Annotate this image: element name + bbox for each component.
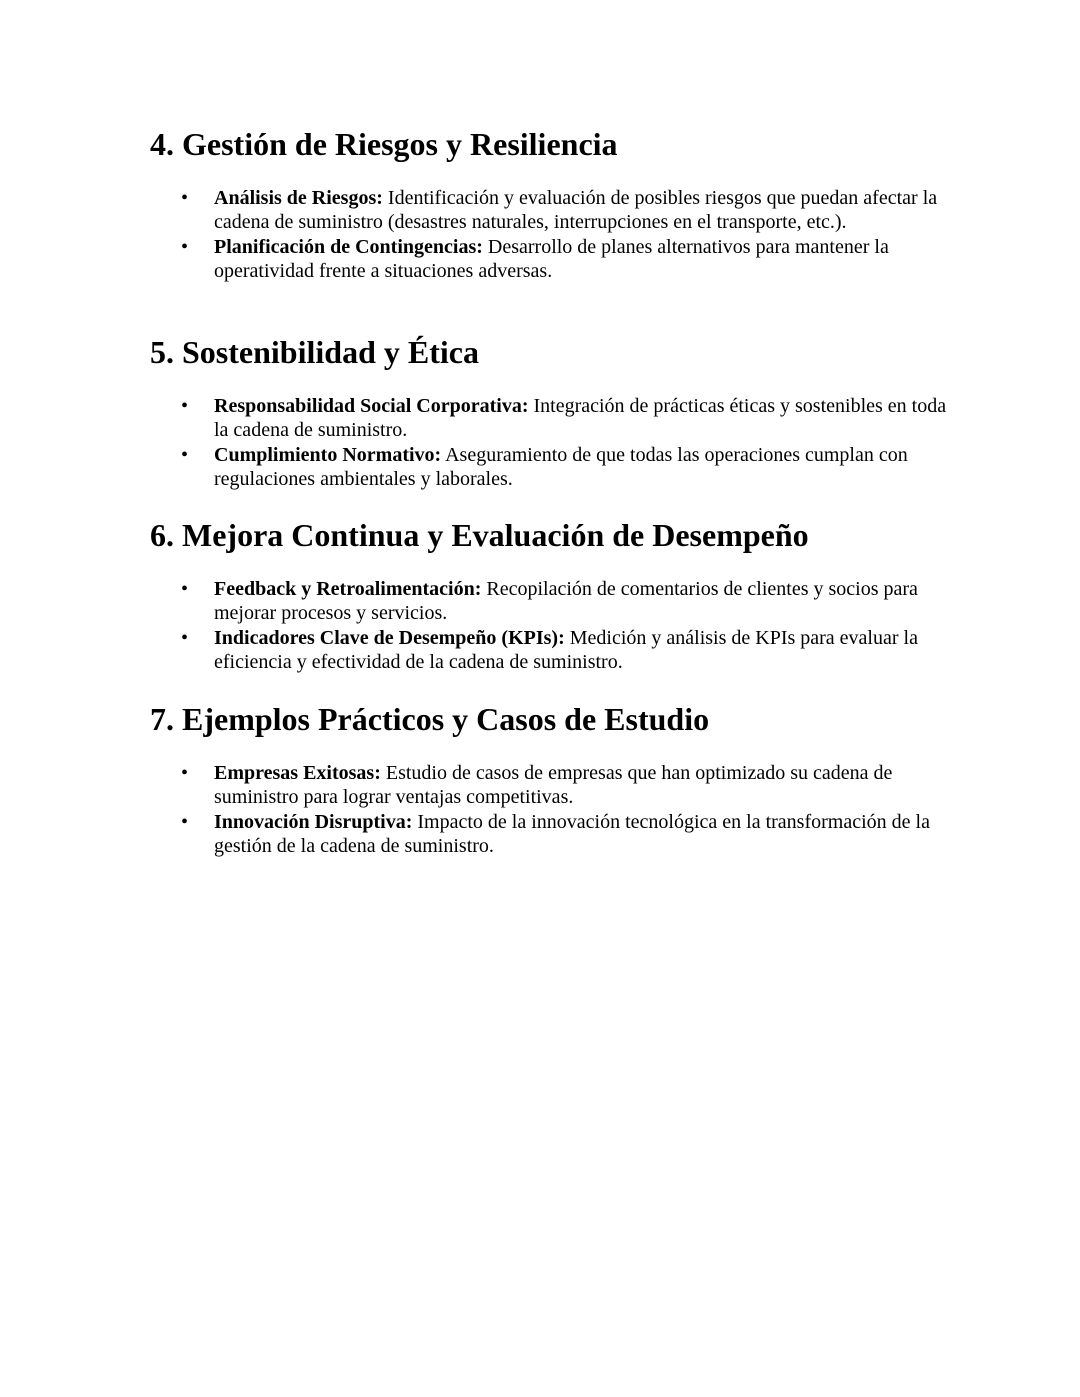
item-term: Empresas Exitosas: — [214, 762, 381, 784]
item-term: Responsabilidad Social Corporativa: — [214, 395, 529, 417]
bullet-icon: • — [181, 235, 189, 258]
item-text: Medición y análisis de KPIs para evaluar la eficiencia y efectividad de la cadena de suministro. — [214, 626, 918, 674]
bullet-icon: • — [181, 626, 189, 649]
section-continuous-improvement — [150, 515, 950, 675]
list-item — [150, 394, 950, 443]
bullet-icon: • — [181, 443, 189, 466]
section-heading: 4. Gestión de Riesgos y Resiliencia — [150, 126, 618, 162]
item-text: Integración de prácticas éticas y sostenibles en toda la cadena de suministro. — [214, 395, 947, 442]
bullet-list — [150, 186, 950, 284]
item-term: Análisis de Riesgos: — [214, 187, 383, 209]
item-text: Estudio de casos de empresas que han optimizado su cadena de suministro para lograr ventajas competitivas. — [214, 762, 893, 809]
item-text: Desarrollo de planes alternativos para mantener la operatividad frente a situaciones adversas. — [214, 235, 889, 283]
section-heading: 7. Ejemplos Prácticos y Casos de Estudio — [150, 701, 710, 737]
item-term: Feedback y Retroalimentación: — [214, 578, 482, 600]
section-sustainability — [150, 332, 950, 492]
bullet-icon: • — [181, 762, 189, 784]
bullet-icon: • — [181, 395, 189, 417]
bullet-list — [150, 394, 950, 492]
list-item — [150, 577, 950, 626]
list-item — [150, 810, 950, 859]
bullet-icon: • — [181, 187, 189, 209]
bullet-icon: • — [181, 578, 189, 600]
item-text: Impacto de la innovación tecnológica en la transformación de la gestión de la cadena de suministro. — [214, 810, 930, 858]
bullet-list — [150, 577, 950, 675]
item-text: Aseguramiento de que todas las operaciones cumplan con regulaciones ambientales y laborales. — [214, 443, 908, 491]
item-term: Innovación Disruptiva: — [214, 810, 413, 833]
section-case-studies — [150, 699, 950, 859]
item-text: Identificación y evaluación de posibles riesgos que puedan afectar la cadena de suministro (desastres naturales, interrupciones en el transporte, etc.). — [214, 187, 938, 234]
item-term: Cumplimiento Normativo: — [214, 443, 442, 466]
bullet-list — [150, 761, 950, 859]
list-item — [150, 443, 950, 492]
bullet-icon: • — [181, 810, 189, 833]
item-text: Recopilación de comentarios de clientes y socios para mejorar procesos y servicios. — [214, 578, 918, 625]
list-item — [150, 626, 950, 675]
item-term: Indicadores Clave de Desempeño (KPIs): — [214, 626, 565, 649]
list-item — [150, 186, 950, 235]
section-heading: 5. Sostenibilidad y Ética — [150, 334, 479, 370]
list-item — [150, 235, 950, 284]
list-item — [150, 761, 950, 810]
section-risk-management — [150, 124, 950, 284]
item-term: Planificación de Contingencias: — [214, 235, 483, 258]
section-heading: 6. Mejora Continua y Evaluación de Desempeño — [150, 517, 809, 553]
